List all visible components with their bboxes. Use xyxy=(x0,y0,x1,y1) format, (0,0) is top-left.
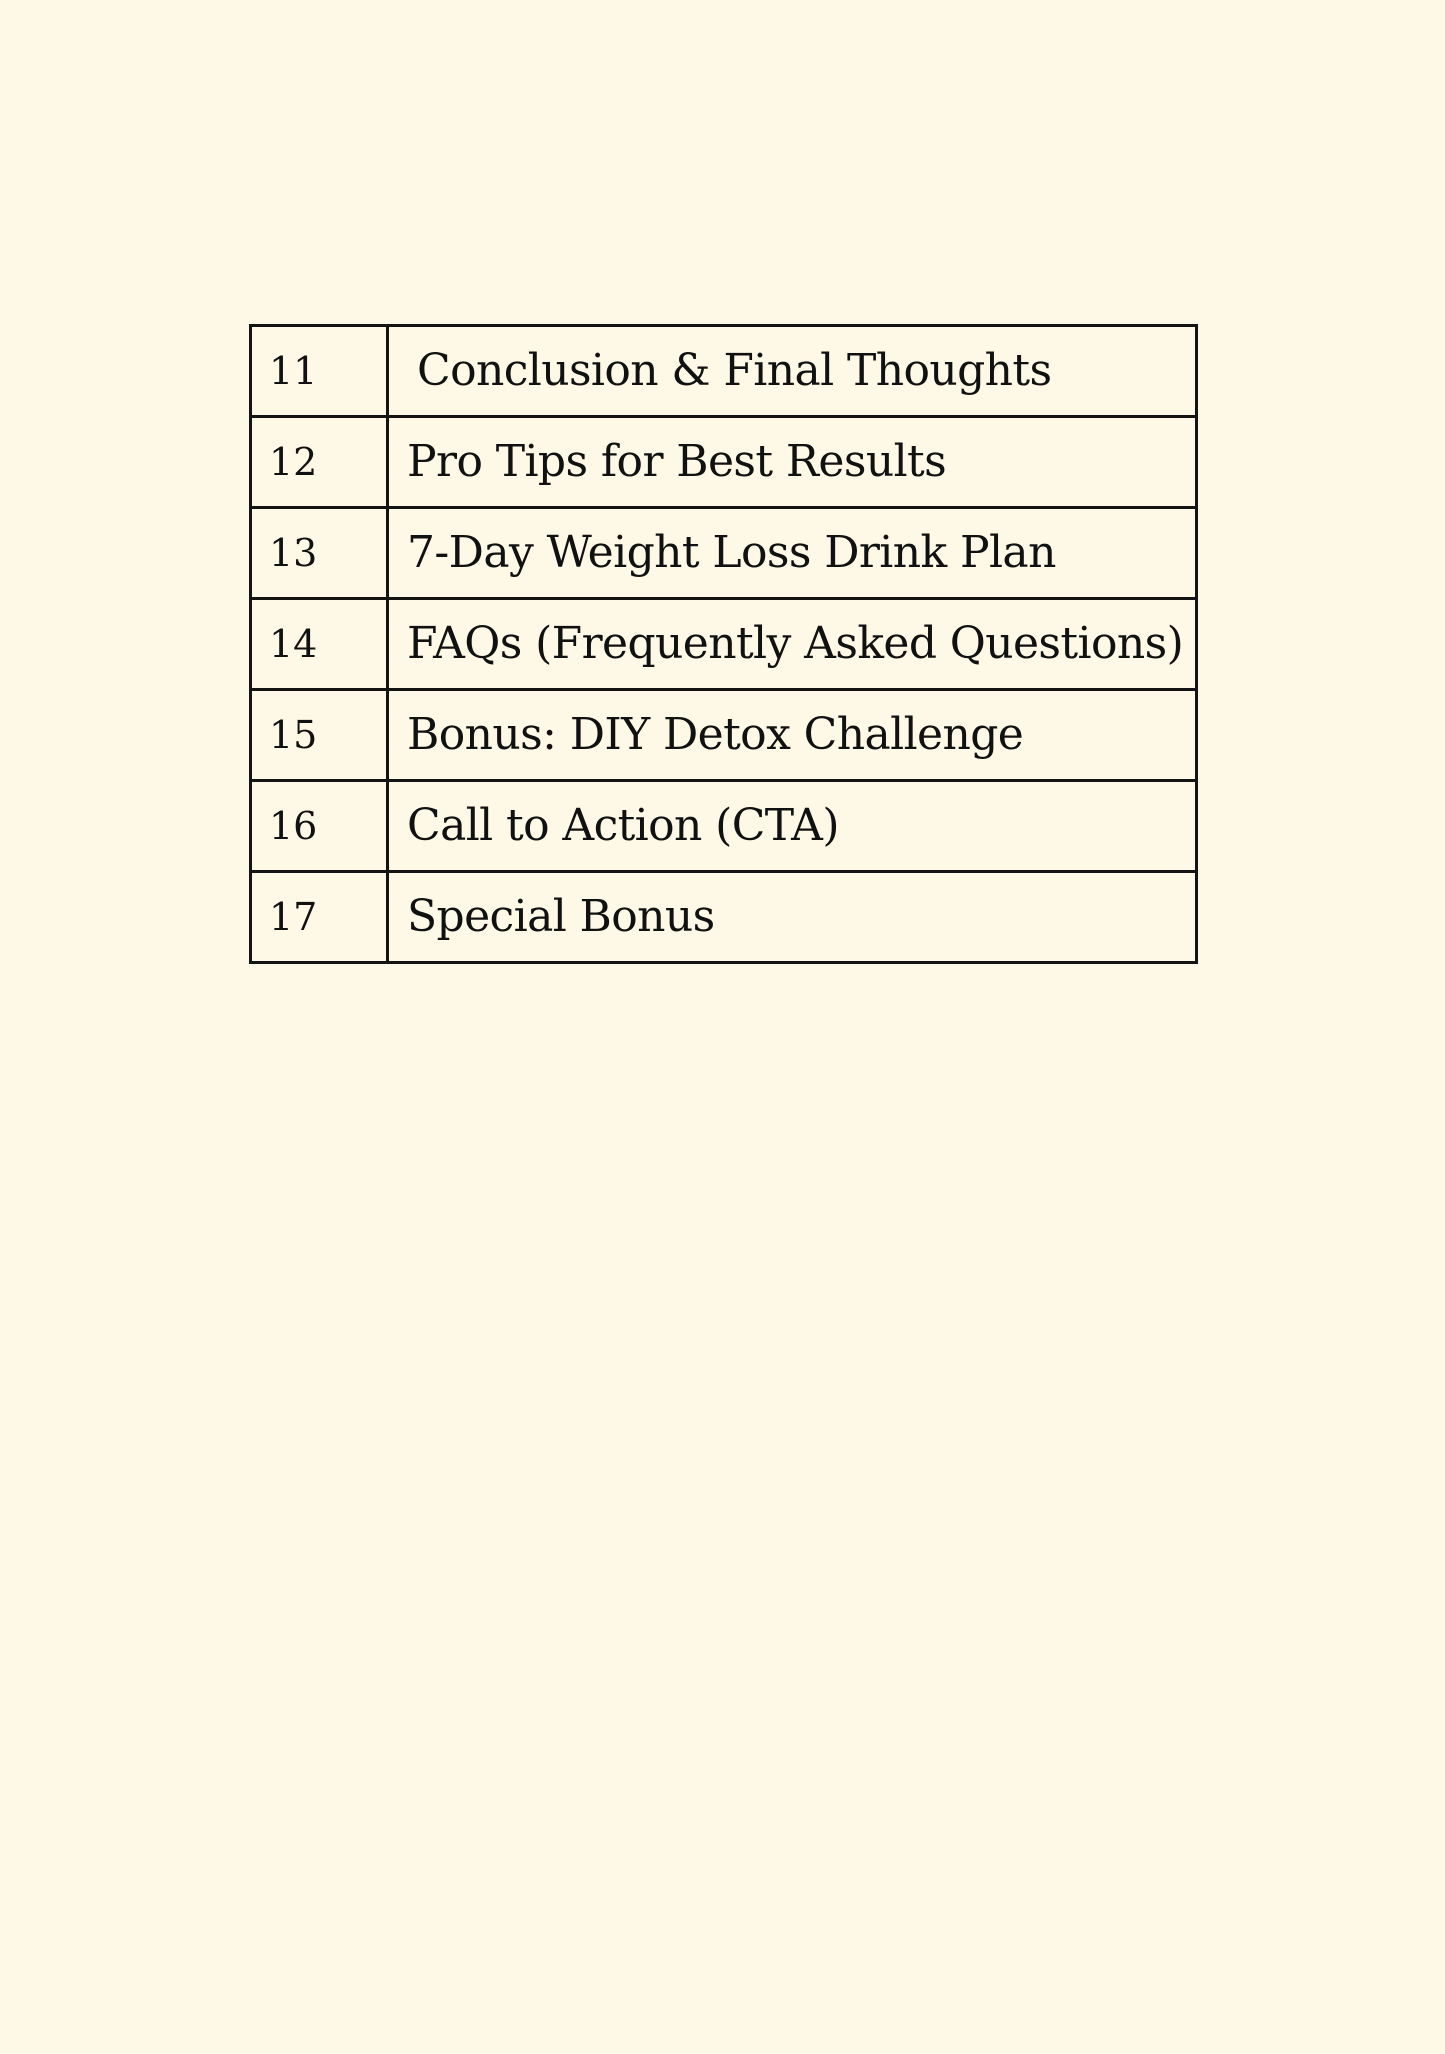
chapter-title: Bonus: DIY Detox Challenge xyxy=(388,690,1197,781)
chapter-number: 17 xyxy=(251,872,388,963)
chapter-number: 12 xyxy=(251,417,388,508)
table-row xyxy=(251,326,1197,417)
chapter-number: 14 xyxy=(251,599,388,690)
chapter-number: 11 xyxy=(251,326,388,417)
chapter-number: 15 xyxy=(251,690,388,781)
chapter-title: FAQs (Frequently Asked Questions) xyxy=(388,599,1197,690)
table-of-contents xyxy=(249,324,1198,964)
chapter-title: 7-Day Weight Loss Drink Plan xyxy=(388,508,1197,599)
chapter-title: Special Bonus xyxy=(388,872,1197,963)
chapter-title: Conclusion & Final Thoughts xyxy=(388,326,1197,417)
table-row xyxy=(251,508,1197,599)
table-row xyxy=(251,417,1197,508)
chapter-title: Pro Tips for Best Results xyxy=(388,417,1197,508)
chapter-title: Call to Action (CTA) xyxy=(388,781,1197,872)
chapter-number: 13 xyxy=(251,508,388,599)
table-row xyxy=(251,599,1197,690)
table-row xyxy=(251,872,1197,963)
table-row xyxy=(251,781,1197,872)
chapter-number: 16 xyxy=(251,781,388,872)
table-row xyxy=(251,690,1197,781)
